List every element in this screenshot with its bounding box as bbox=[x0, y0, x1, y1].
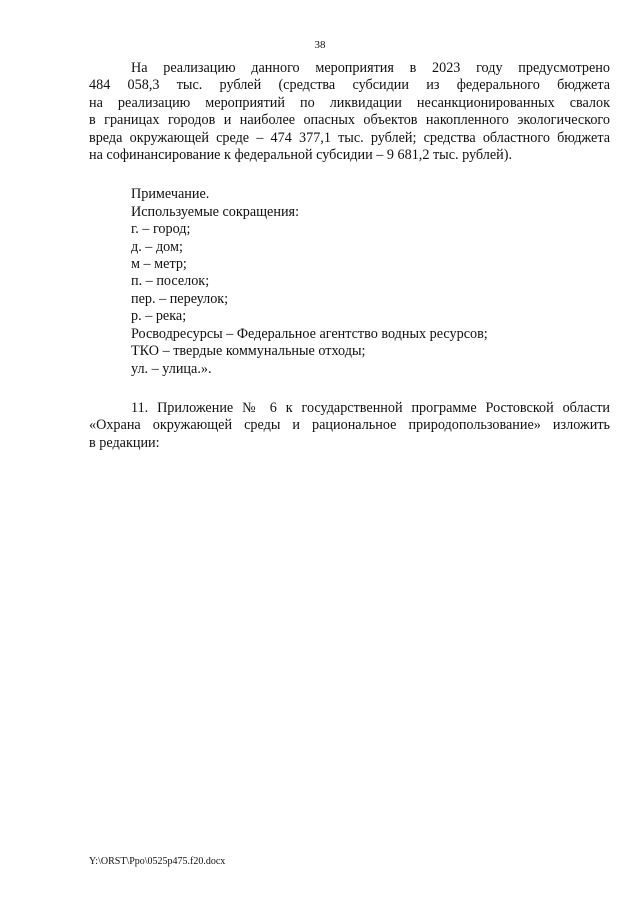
abbreviations-note bbox=[89, 186, 610, 377]
paragraph-line: 484 058,3 тыс. рублей (средства субсидии из федерального бюджета bbox=[89, 77, 610, 94]
paragraph-funding bbox=[89, 60, 610, 164]
note-title: Примечание. bbox=[131, 186, 210, 203]
abbreviation-item: р. – река; bbox=[131, 308, 187, 325]
document-body bbox=[89, 60, 610, 452]
note-subtitle: Используемые сокращения: bbox=[131, 203, 300, 220]
paragraph-line: На реализацию данного мероприятия в 2023 году предусмотрено bbox=[131, 60, 610, 76]
paragraph-line: на софинансирование к федеральной субсидии – 9 681,2 тыс. рублей). bbox=[89, 147, 513, 164]
page-number: 38 bbox=[314, 39, 326, 51]
abbreviation-item: Росводресурсы – Федеральное агентство водных ресурсов; bbox=[131, 325, 488, 342]
abbreviation-item: г. – город; bbox=[131, 221, 191, 238]
paragraph-line: «Охрана окружающей среды и рациональное природопользование» изложить bbox=[89, 417, 610, 434]
paragraph-11 bbox=[89, 400, 610, 452]
abbreviation-item: п. – поселок; bbox=[131, 273, 210, 290]
abbreviation-item: д. – дом; bbox=[131, 238, 183, 255]
abbreviation-item: ТКО – твердые коммунальные отходы; bbox=[131, 343, 366, 360]
paragraph-line: на реализацию мероприятий по ликвидации несанкционированных свалок bbox=[89, 94, 610, 111]
paragraph-line: вреда окружающей среде – 474 377,1 тыс. рублей; средства областного бюджета bbox=[89, 129, 610, 146]
abbreviation-item: пер. – переулок; bbox=[131, 290, 229, 307]
paragraph-line: в границах городов и наиболее опасных объектов накопленного экологического bbox=[89, 112, 610, 129]
abbreviation-item: м – метр; bbox=[131, 256, 187, 273]
abbreviation-item: ул. – улица.». bbox=[131, 360, 212, 377]
paragraph-line: в редакции: bbox=[89, 434, 160, 451]
paragraph-line: 11. Приложение № 6 к государственной программе Ростовской области bbox=[131, 399, 610, 416]
footer-file-path: Y:\ORST\Ppo\0525p475.f20.docx bbox=[89, 856, 226, 867]
